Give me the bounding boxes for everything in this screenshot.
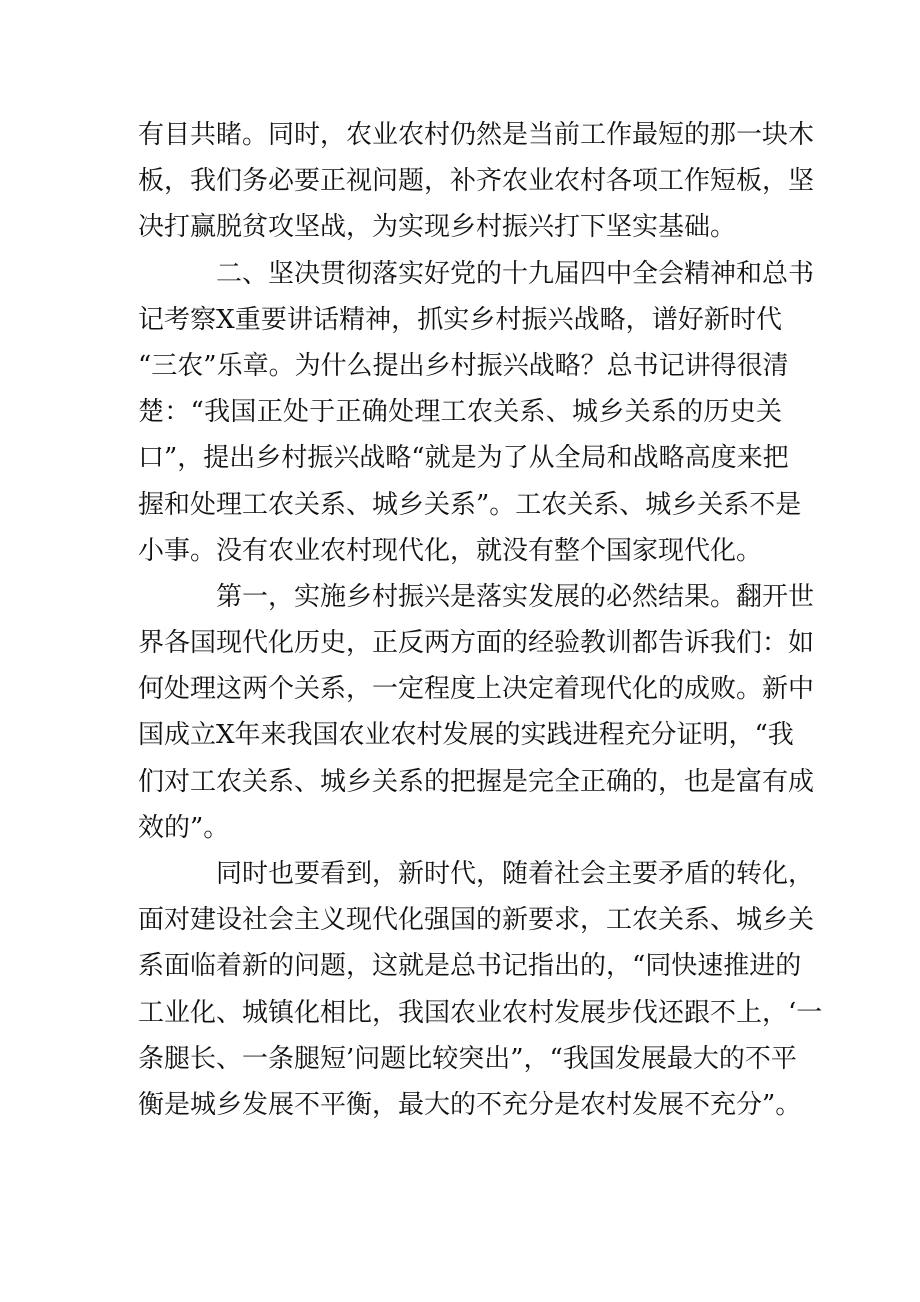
paragraph-3-line-3: 何处理这两个关系，一定程度上决定着现代化的成败。新中 [138, 674, 815, 705]
paragraph-3-line-5: 们对工农关系、城乡关系的把握是完全正确的，也是富有成 [138, 766, 815, 797]
paragraph-1-line-1: 有目共睹。同时，农业农村仍然是当前工作最短的那一块木 [138, 120, 815, 150]
paragraph-4-line-6: 衡是城乡发展不平衡，最大的不充分是农村发展不充分”。 [138, 1089, 802, 1120]
paragraph-2-line-2: 记考察X重要讲话精神，抓实乡村振兴战略，谱好新时代 [138, 304, 782, 335]
paragraph-1-line-2: 板，我们务必要正视问题，补齐农业农村各项工作短板，坚 [138, 166, 815, 197]
paragraph-4-line-1: 同时也要看到，新时代，随着社会主要矛盾的转化， [216, 859, 815, 889]
paragraph-3-line-4: 国成立X年来我国农业农村发展的实践进程充分证明，“我 [138, 720, 794, 751]
paragraph-2-line-7: 小事。没有农业农村现代化，就没有整个国家现代化。 [138, 535, 763, 566]
paragraph-3-line-1: 第一，实施乡村振兴是落实发展的必然结果。翻开世 [216, 581, 815, 612]
paragraph-4-line-3: 系面临着新的问题，这就是总书记指出的，“同快速推进的 [138, 951, 802, 982]
document-body [138, 112, 823, 1128]
paragraph-2-line-4: 楚：“我国正处于正确处理工农关系、城乡关系的历史关 [138, 397, 782, 428]
paragraph-1-line-3: 决打赢脱贫攻坚战，为实现乡村振兴打下坚实基础。 [138, 212, 737, 243]
paragraph-3-line-6: 效的”。 [138, 812, 230, 843]
paragraph-3-line-2: 界各国现代化历史，正反两方面的经验教训都告诉我们：如 [138, 628, 815, 659]
paragraph-2-line-5: 口”，提出乡村振兴战略“就是为了从全局和战略高度来把 [138, 443, 789, 474]
paragraph-4-line-5: 条腿长、一条腿短’问题比较突出”，“我国发展最大的不平 [138, 1043, 797, 1074]
paragraph-2-line-1: 二、坚决贯彻落实好党的十九届四中全会精神和总书 [216, 258, 815, 289]
paragraph-2-line-6: 握和处理工农关系、城乡关系”。工农关系、城乡关系不是 [138, 489, 802, 520]
paragraph-4-line-4: 工业化、城镇化相比，我国农业农村发展步伐还跟不上，‘一 [138, 997, 823, 1028]
paragraph-4-line-2: 面对建设社会主义现代化强国的新要求，工农关系、城乡关 [138, 905, 815, 936]
paragraph-2-line-3: “三农”乐章。为什么提出乡村振兴战略？总书记讲得很清 [138, 350, 789, 381]
